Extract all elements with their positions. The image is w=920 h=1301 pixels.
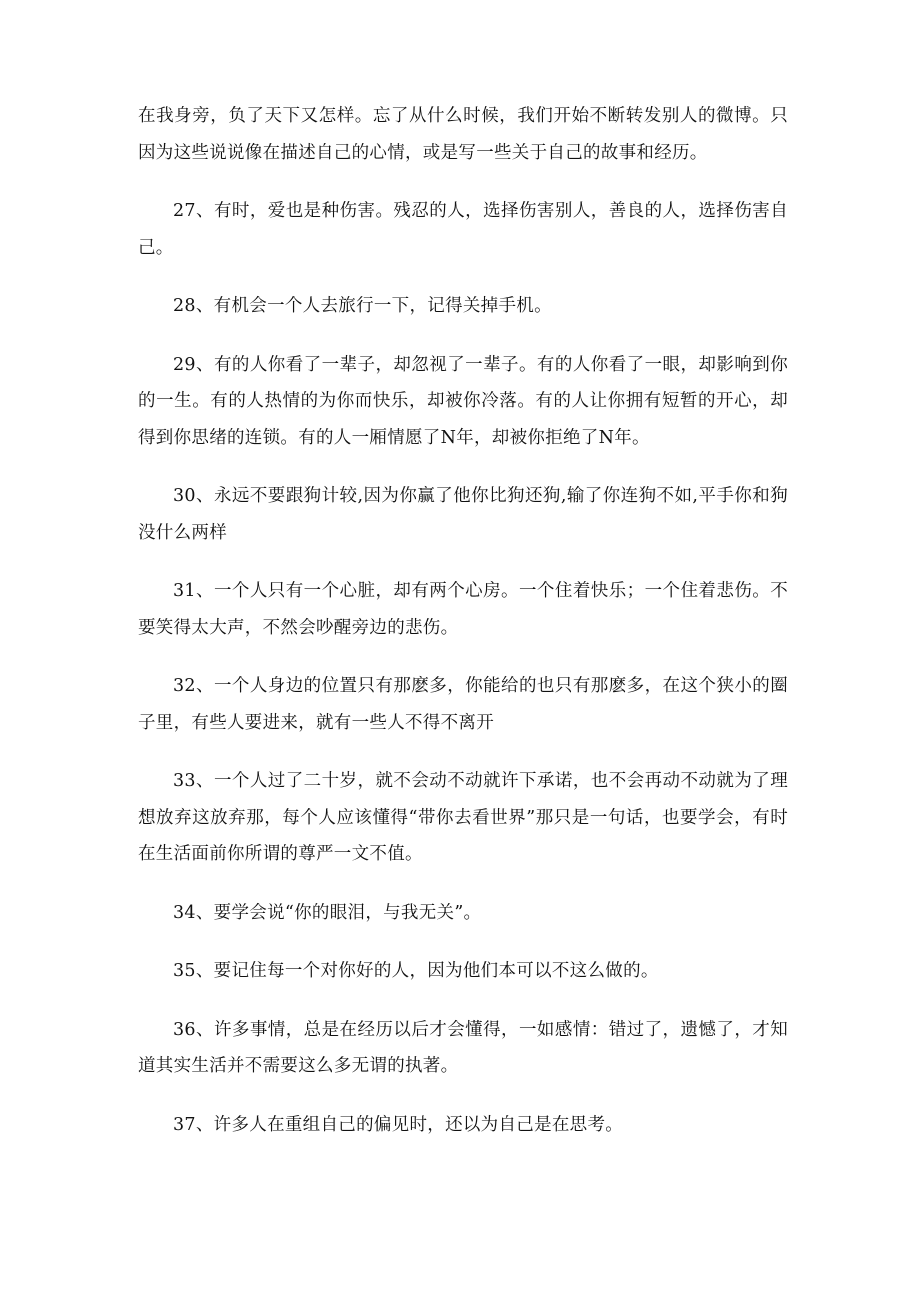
paragraph-35: 35、要记住每一个对你好的人，因为他们本可以不这么做的。 [173, 961, 659, 981]
paragraph-continued: 在我身旁，负了天下又怎样。忘了从什么时候，我们开始不断转发别人的微博。只因为这些说说像在描述自己的心情，或是写一些关于自己的故事和经历。 [138, 106, 788, 163]
paragraph-27: 27、有时，爱也是种伤害。残忍的人，选择伤害别人，善良的人，选择伤害自己。 [138, 201, 788, 258]
paragraph-33: 33、一个人过了二十岁，就不会动不动就许下承诺，也不会再动不动就为了理想放弃这放弃那，每个人应该懂得“带你去看世界”那只是一句话，也要学会，有时在生活面前你所谓的尊严一文不值。 [138, 771, 788, 864]
paragraph-31: 31、一个人只有一个心脏，却有两个心房。一个住着快乐；一个住着悲伤。不要笑得太大声，不然会吵醒旁边的悲伤。 [138, 581, 788, 638]
paragraph-28: 28、有机会一个人去旅行一下，记得关掉手机。 [173, 296, 552, 316]
paragraph-32: 32、一个人身边的位置只有那麽多，你能给的也只有那麽多，在这个狭小的圈子里，有些人要进来，就有一些人不得不离开 [138, 676, 788, 733]
paragraph-29: 29、有的人你看了一辈子，却忽视了一辈子。有的人你看了一眼，却影响到你的一生。有的人热情的为你而快乐，却被你冷落。有的人让你拥有短暂的开心，却得到你思绪的连锁。有的人一厢情愿了N年，却被你拒绝了N年。 [138, 354, 788, 448]
paragraph-30: 30、永远不要跟狗计较,因为你赢了他你比狗还狗,输了你连狗不如,平手你和狗没什么两样 [138, 486, 788, 543]
paragraph-36: 36、许多事情，总是在经历以后才会懂得，一如感情：错过了，遗憾了，才知道其实生活并不需要这么多无谓的执著。 [138, 1019, 788, 1076]
document-body [138, 98, 788, 1165]
paragraph-34: 34、要学会说“你的眼泪，与我无关”。 [173, 902, 482, 923]
paragraph-37: 37、许多人在重组自己的偏见时，还以为自己是在思考。 [173, 1114, 624, 1135]
